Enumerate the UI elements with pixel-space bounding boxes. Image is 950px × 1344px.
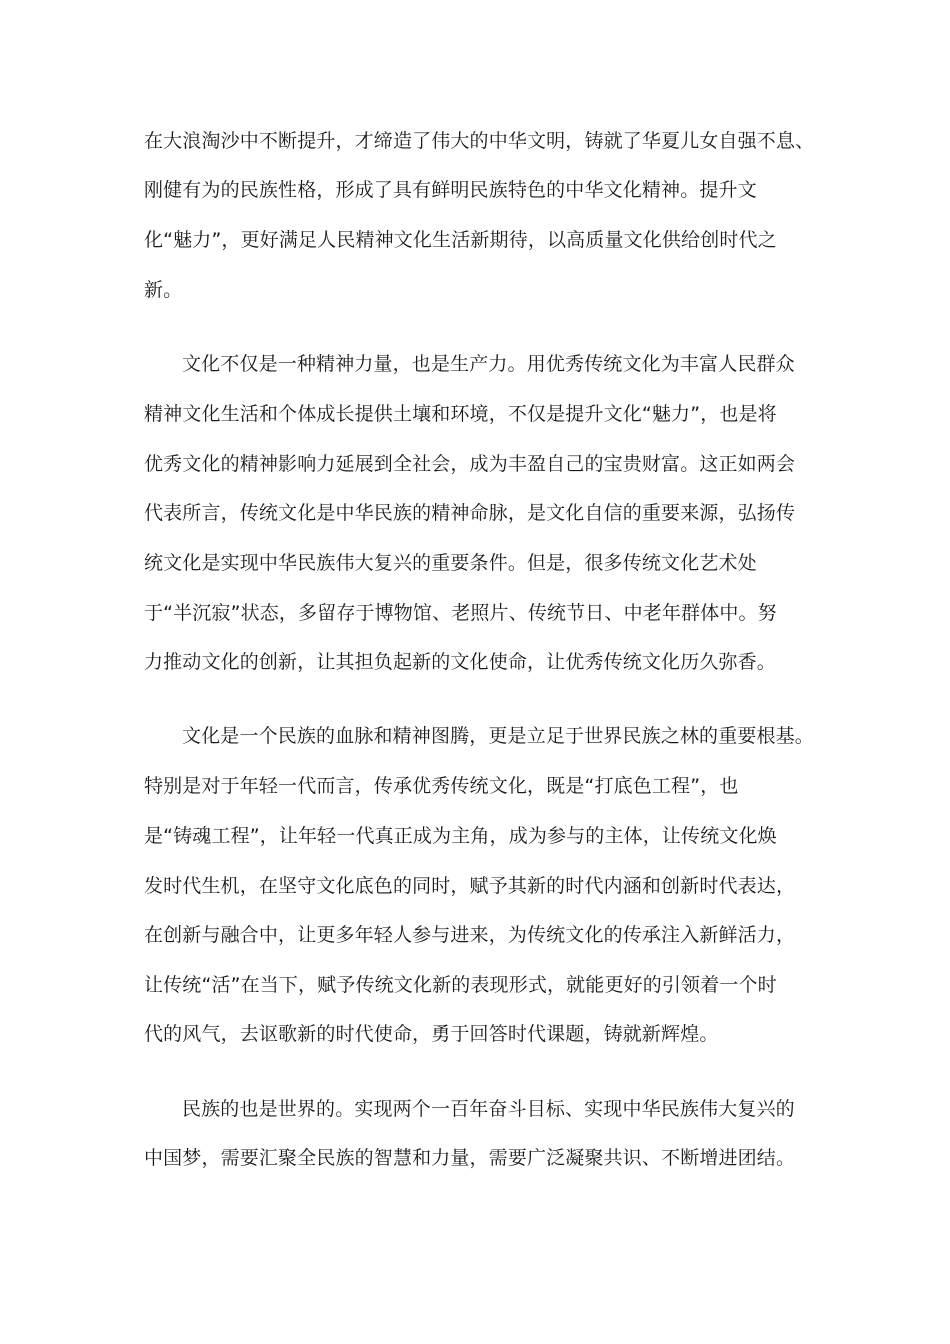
text-line: 新。 [144,279,183,301]
text-line: 在创新与融合中，让更多年轻人参与进来，为传统文化的传承注入新鲜活力， [144,924,796,946]
text-line: 于“半沉寂”状态，多留存于博物馆、老照片、传统节日、中老年群体中。努 [144,602,777,624]
text-line: 中国梦，需要汇聚全民族的智慧和力量，需要广泛凝聚共识、不断增进团结。 [144,1147,796,1169]
text-line: 力推动文化的创新，让其担负起新的文化使命，让优秀传统文化历久弥香。 [144,651,776,673]
text-line: 特别是对于年轻一代而言，传承优秀传统文化，既是“打底色工程”，也 [144,775,739,797]
text-line: 代的风气，去讴歌新的时代使命，勇于回答时代课题，铸就新辉煌。 [144,1023,719,1045]
text-line: 民族的也是世界的。实现两个一百年奋斗目标、实现中华民族伟大复兴的 [182,1098,795,1120]
text-line: 发时代生机，在坚守文化底色的同时，赋予其新的时代内涵和创新时代表达， [144,875,796,897]
text-line: 代表所言，传统文化是中华民族的精神命脉，是文化自信的重要来源，弘扬传 [144,502,796,524]
text-line: 统文化是实现中华民族伟大复兴的重要条件。但是，很多传统文化艺术处 [144,552,757,574]
text-line: 让传统“活”在当下，赋予传统文化新的表现形式，就能更好的引领着一个时 [144,974,777,996]
text-line: 文化不仅是一种精神力量，也是生产力。用优秀传统文化为丰富人民群众 [182,353,795,375]
text-line: 文化是一个民族的血脉和精神图腾，更是立足于世界民族之林的重要根基。 [182,725,814,747]
text-line: 优秀文化的精神影响力延展到全社会，成为丰盈自己的宝贵财富。这正如两会 [144,453,796,475]
text-line: 精神文化生活和个体成长提供土壤和环境，不仅是提升文化“魅力”，也是将 [144,403,777,425]
text-line: 化“魅力”，更好满足人民精神文化生活新期待，以高质量文化供给创时代之 [144,229,777,251]
text-line: 刚健有为的民族性格，形成了具有鲜明民族特色的中华文化精神。提升文 [144,179,757,201]
text-line: 在大浪淘沙中不断提升，才缔造了伟大的中华文明，铸就了华夏儿女自强不息、 [144,130,815,152]
text-line: 是“铸魂工程”，让年轻一代真正成为主角，成为参与的主体，让传统文化焕 [144,825,777,847]
